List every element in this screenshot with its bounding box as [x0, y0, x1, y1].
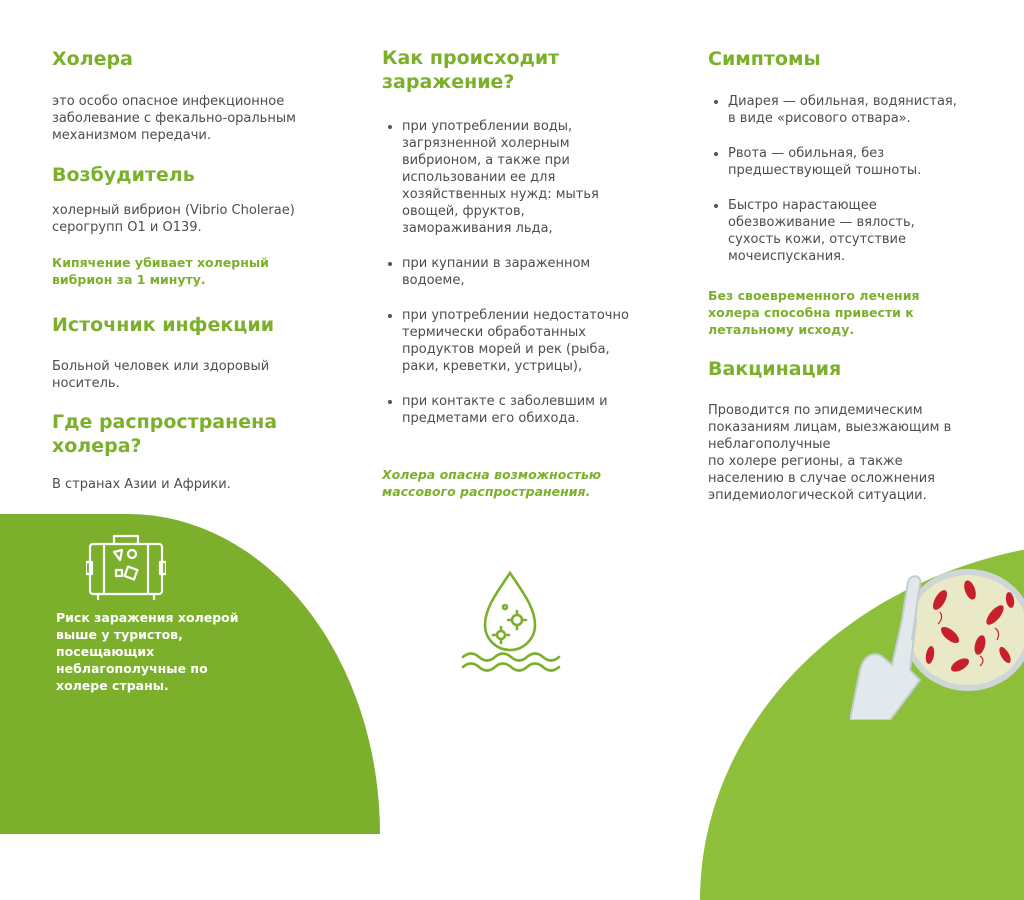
symptoms-heading: Симптомы — [708, 48, 821, 70]
list-item: Рвота — обильная, без предшествующей тошноты. — [708, 145, 998, 179]
where-description: В странах Азии и Африки. — [52, 477, 231, 492]
list-item: при контакте с заболевшим и предметами его обихода. — [382, 393, 662, 427]
infection-heading: Как происходит заражение? — [382, 47, 560, 93]
petri-dish-glove-illustration — [850, 560, 1024, 720]
vaccination-heading: Вакцинация — [708, 358, 842, 380]
list-item: Быстро нарастающее обезвоживание — вялость, сухость кожи, отсутствие мочеиспускания. — [708, 197, 998, 265]
source-heading: Источник инфекции — [52, 314, 275, 336]
where-heading: Где распространена холера? — [52, 411, 278, 457]
cholera-heading: Холера — [52, 48, 133, 70]
pathogen-heading: Возбудитель — [52, 164, 195, 186]
list-item: при употреблении воды, загрязненной холерным вибрионом, а также при использовании ее для хозяйственных нужд: мытья овощей, фруктов, замораживания льда, — [382, 118, 662, 237]
list-item: при купании в зараженном водоеме, — [382, 255, 662, 289]
infection-list — [382, 118, 662, 427]
cholera-description: это особо опасное инфекционное заболевание с фекально-оральным механизмом передачи. — [52, 94, 296, 143]
tourist-risk-text: Риск заражения холерой выше у туристов, посещающих неблагополучные по холере страны. — [56, 610, 239, 693]
list-item: при употреблении недостаточно термически обработанных продуктов морей и рек (рыба, раки, креветки, устрицы), — [382, 307, 662, 375]
boiling-note: Кипячение убивает холерный вибрион за 1 минуту. — [52, 255, 269, 287]
source-description: Больной человек или здоровый носитель. — [52, 359, 270, 391]
danger-note: Холера опасна возможностью массового распространения. — [382, 467, 602, 499]
vaccination-description: Проводится по эпидемическим показаниям лицам, выезжающим в неблагополучные по холере регионы, а также населению в случае осложнения эпидемиологической ситуации. — [708, 403, 952, 503]
water-drop-bacteria-icon — [455, 565, 565, 675]
treatment-note: Без своевременного лечения холера способна привести к летальному исходу. — [708, 288, 920, 337]
list-item: Диарея — обильная, водянистая, в виде «рисового отвара». — [708, 93, 998, 127]
suitcase-icon — [86, 530, 166, 602]
pathogen-description: холерный вибрион (Vibrio Cholerae) серогрупп О1 и О139. — [52, 203, 295, 235]
symptoms-list — [708, 93, 998, 265]
